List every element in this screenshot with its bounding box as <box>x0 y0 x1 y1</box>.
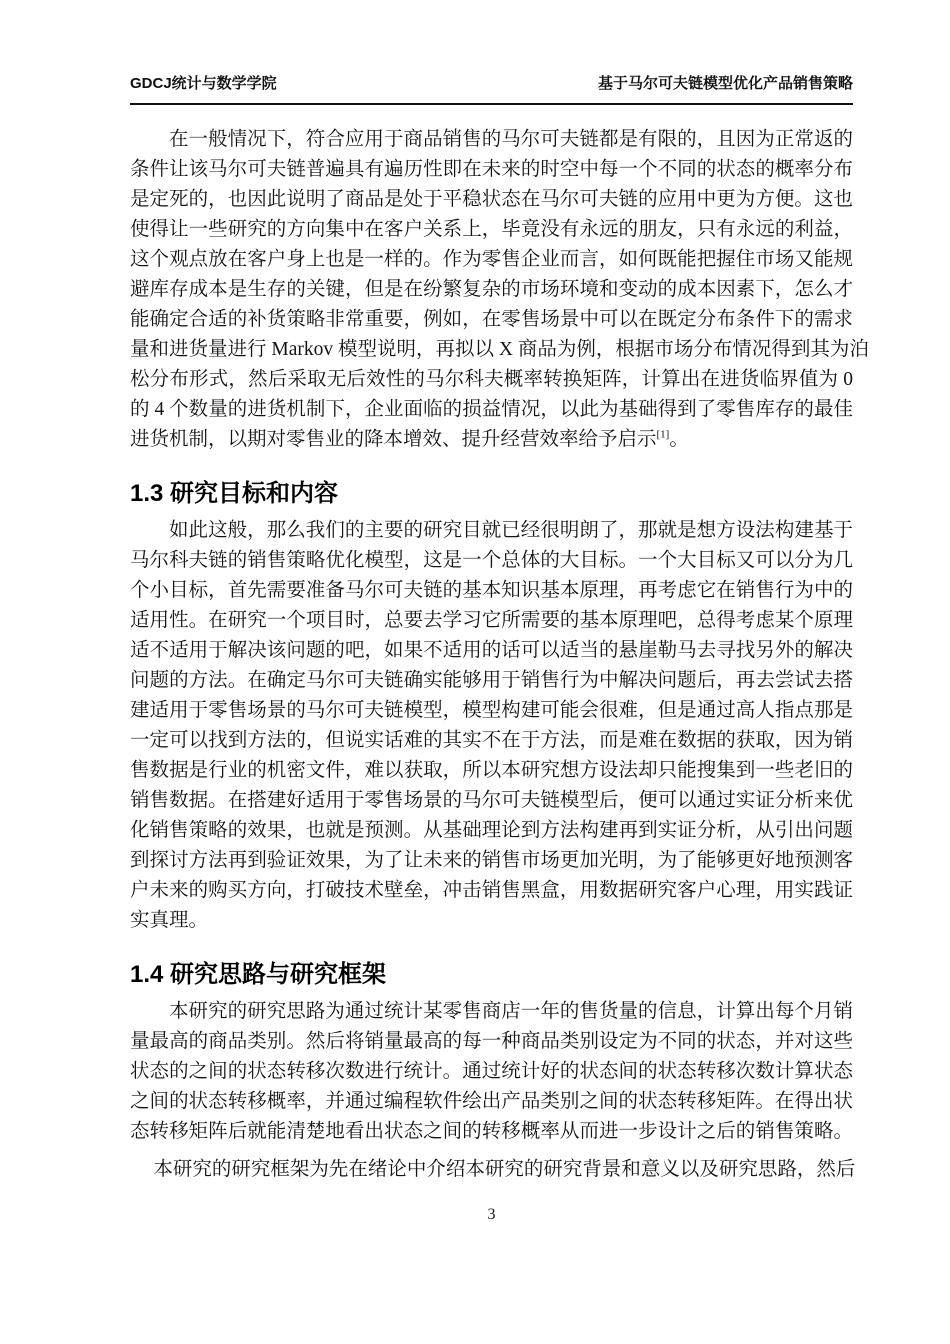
text-line: 状态的之间的状态转移次数进行统计。通过统计好的状态间的状态转移次数计算状态 <box>130 1061 853 1082</box>
text-line: 这个观点放在客户身上也是一样的。作为零售企业而言，如何既能把握住市场又能规 <box>130 249 853 270</box>
text-line: 量和进货量进行 Markov 模型说明，再拟以 X 商品为例，根据市场分布情况得到其为泊 <box>130 339 869 360</box>
text-line: 条件让该马尔可夫链普遍具有遍历性即在未来的时空中每一个不同的状态的概率分布 <box>130 159 853 180</box>
page-footer <box>130 1206 853 1224</box>
text-line: 适不适用于解决该问题的吧，如果不适用的话可以适当的悬崖勒马去寻找另外的解决 <box>130 640 853 661</box>
citation-superscript: [1] <box>656 428 670 441</box>
text-line: 松分布形式，然后采取无后效性的马尔科夫概率转换矩阵，计算出在进货临界值为 0 <box>130 369 853 390</box>
text-line: 在一般情况下，符合应用于商品销售的马尔可夫链都是有限的，且因为正常返的 <box>169 129 853 150</box>
header-left-text: GDCJ统计与数学学院 <box>130 75 277 92</box>
text-line: 销售数据。在搭建好适用于零售场景的马尔可夫链模型后，便可以通过实证分析来优 <box>130 790 853 811</box>
text-line: 如此这般，那么我们的主要的研究目就已经很明朗了，那就是想方设法构建基于 <box>169 520 853 541</box>
body-paragraph <box>130 1155 856 1185</box>
text-line: 到探讨方法再到验证效果，为了让未来的销售市场更加光明，为了能够更好地预测客 <box>130 850 853 871</box>
text-line: 本研究的研究框架为先在绪论中介绍本研究的研究背景和意义以及研究思路，然后 <box>153 1159 856 1180</box>
body-paragraph <box>130 125 869 455</box>
text-line: 实真理。 <box>130 910 209 931</box>
text-line: 户未来的购买方向，打破技术壁垒，冲击销售黑盒，用数据研究客户心理，用实践证 <box>130 880 853 901</box>
text-line: 避库存成本是生存的关键，但是在纷繁复杂的市场环境和变动的成本因素下，怎么才 <box>130 279 853 300</box>
section-heading: 1.4 研究思路与研究框架 <box>130 961 387 988</box>
text-line: 能确定合适的补货策略非常重要，例如，在零售场景中可以在既定分布条件下的需求 <box>130 309 853 330</box>
text-line: 态转移矩阵后就能清楚地看出状态之间的转移概率从而进一步设计之后的销售策略。 <box>130 1121 853 1142</box>
text-line: 马尔科夫链的销售策略优化模型，这是一个总体的大目标。一个大目标又可以分为几 <box>130 550 853 571</box>
document-body <box>130 125 869 1185</box>
page-number: 3 <box>487 1206 496 1223</box>
text-line: 适用性。在研究一个项目时，总要去学习它所需要的基本原理吧，总得考虑某个原理 <box>130 610 853 631</box>
text-line: 量最高的商品类别。然后将销量最高的每一种商品类别设定为不同的状态，并对这些 <box>130 1031 853 1052</box>
page-header <box>130 72 853 105</box>
text-line: 一定可以找到方法的，但说实话难的其实不在于方法，而是难在数据的获取，因为销 <box>130 730 853 751</box>
text-line: 进货机制，以期对零售业的降本增效、提升经营效率给予启示[1]。 <box>130 428 689 450</box>
body-paragraph <box>130 997 853 1147</box>
text-line: 问题的方法。在确定马尔可夫链确实能够用于销售行为中解决问题后，再去尝试去搭 <box>130 670 853 691</box>
section-heading: 1.3 研究目标和内容 <box>130 480 339 507</box>
header-right-text: 基于马尔可夫链模型优化产品销售策略 <box>597 75 853 92</box>
text-line: 化销售策略的效果，也就是预测。从基础理论到方法构建再到实证分析，从引出问题 <box>130 820 853 841</box>
text-line: 建适用于零售场景的马尔可夫链模型，模型构建可能会很难，但是通过高人指点那是 <box>130 700 853 721</box>
text-line: 的 4 个数量的进货机制下，企业面临的损益情况，以此为基础得到了零售库存的最佳 <box>130 399 853 420</box>
text-line: 是定死的，也因此说明了商品是处于平稳状态在马尔可夫链的应用中更为方便。这也 <box>130 189 853 210</box>
body-paragraph <box>130 516 853 936</box>
text-line: 个小目标，首先需要准备马尔可夫链的基本知识基本原理，再考虑它在销售行为中的 <box>130 580 853 601</box>
text-line: 本研究的研究思路为通过统计某零售商店一年的售货量的信息，计算出每个月销 <box>169 1001 853 1022</box>
text-line: 使得让一些研究的方向集中在客户关系上，毕竟没有永远的朋友，只有永远的利益， <box>130 219 853 240</box>
text-line: 之间的状态转移概率，并通过编程软件绘出产品类别之间的状态转移矩阵。在得出状 <box>130 1091 853 1112</box>
text-line: 售数据是行业的机密文件，难以获取，所以本研究想方设法却只能搜集到一些老旧的 <box>130 760 853 781</box>
